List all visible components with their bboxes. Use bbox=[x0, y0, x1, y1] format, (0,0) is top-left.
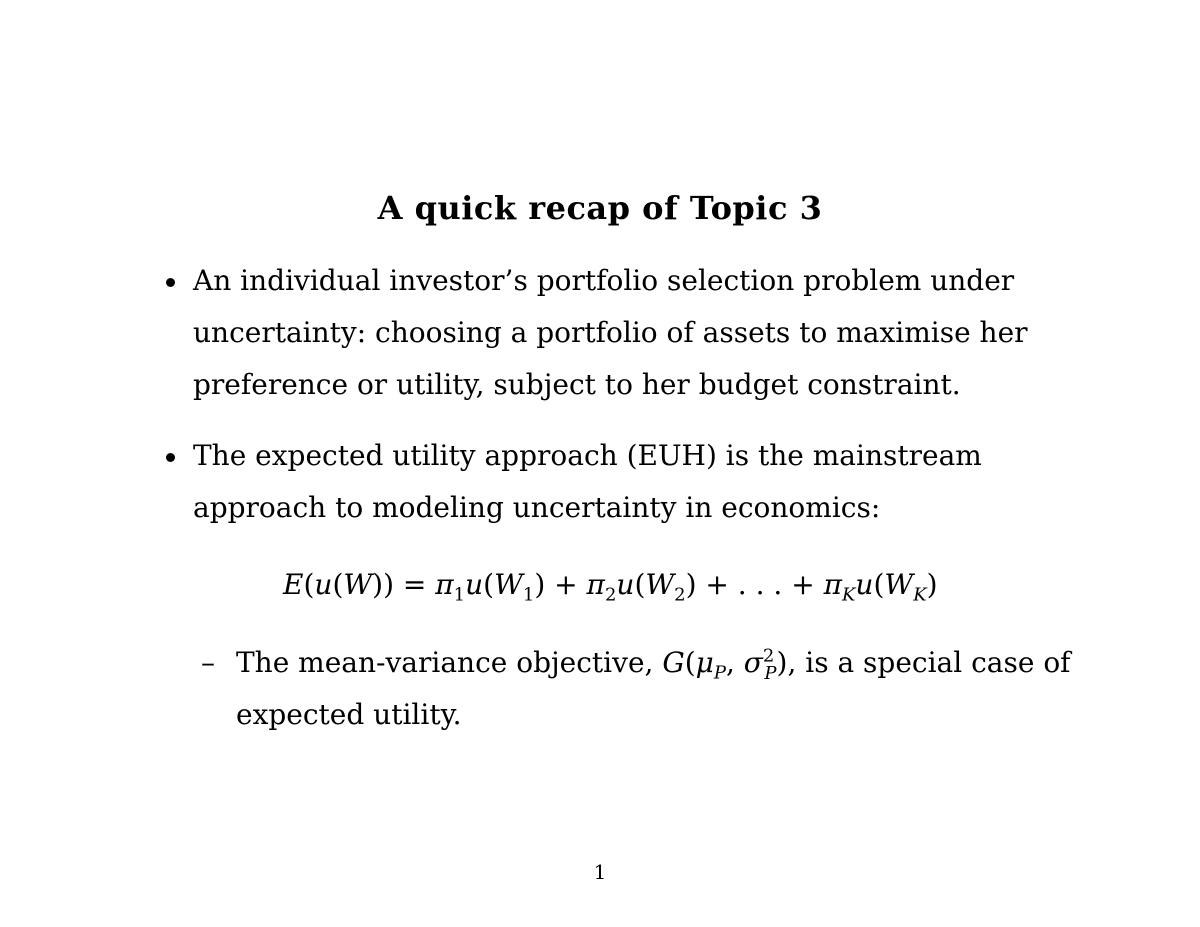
sub-bullet-text-before: The mean-variance objective, bbox=[236, 646, 654, 679]
bullet-dot-icon bbox=[166, 278, 175, 287]
mean-variance-formula: $G(\mu_P$, $\sigma^2_P$) bbox=[662, 645, 788, 684]
bullet-1-line-3: preference or utility, subject to her budget constraint. bbox=[193, 368, 961, 401]
expected-utility-equation: $E(u(W)) = \pi_1u(W_1) + \pi_2u(W_2)$ + . . . + $\pi_Ku(W_K)$ bbox=[283, 568, 938, 606]
sub-bullet-text-after: , is a special case of bbox=[787, 646, 1071, 679]
bullet-1-line-1: An individual investor’s portfolio selection problem under bbox=[193, 264, 1015, 297]
sub-bullet-line-2: expected utility. bbox=[236, 698, 462, 731]
bullet-2-line-2: approach to modeling uncertainty in economics: bbox=[193, 491, 881, 524]
bullet-dot-icon bbox=[166, 453, 175, 462]
bullet-1-line-2: uncertainty: choosing a portfolio of assets to maximise her bbox=[193, 316, 1028, 349]
bullet-2-line-1: The expected utility approach (EUH) is the mainstream bbox=[193, 439, 982, 472]
slide-title: A quick recap of Topic 3 bbox=[377, 189, 823, 227]
sub-bullet-dash-icon: – bbox=[201, 646, 215, 679]
sub-bullet-line-1 bbox=[236, 643, 1071, 683]
page-number: 1 bbox=[593, 860, 607, 884]
